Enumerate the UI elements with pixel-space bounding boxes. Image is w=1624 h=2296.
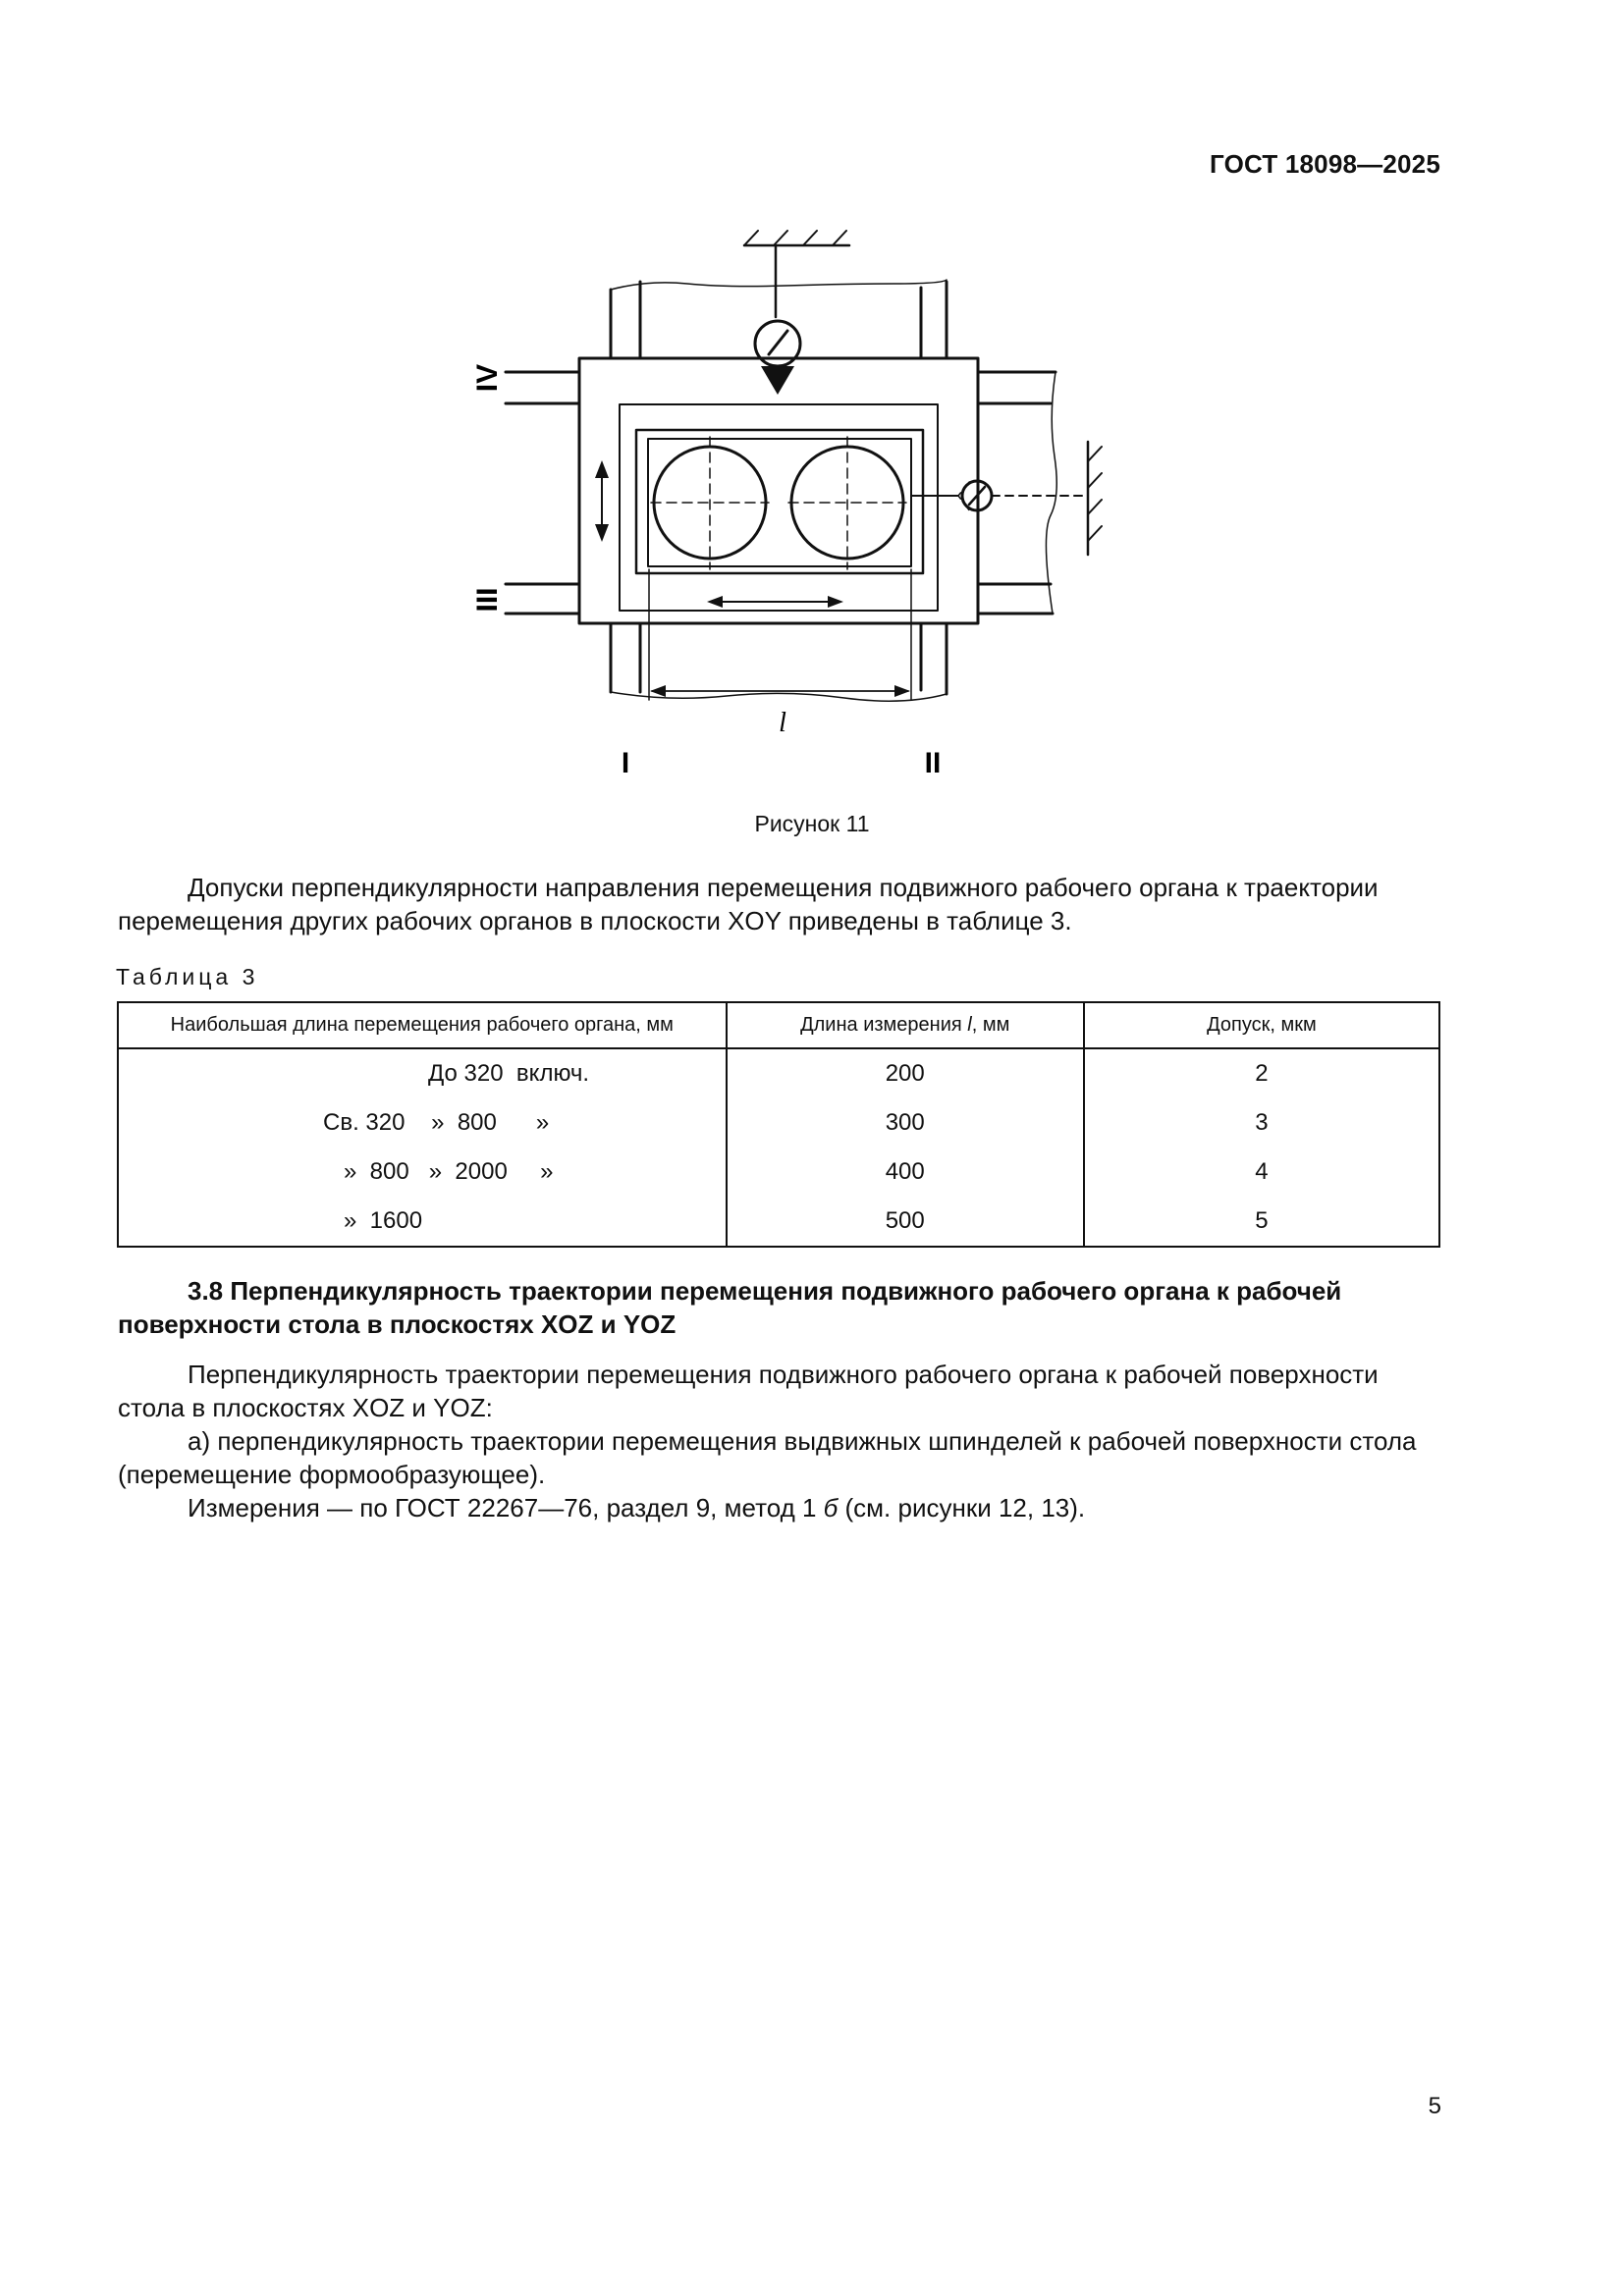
table-cell: » 1600 (118, 1197, 727, 1247)
table-row (118, 1197, 1439, 1247)
figure-11-diagram (432, 221, 1139, 790)
table-cell: До 320 включ. (118, 1048, 727, 1098)
table-cell: » 800 » 2000 » (118, 1148, 727, 1197)
table-header-cell: Наибольшая длина перемещения рабочего органа, мм (118, 1002, 727, 1048)
table-row (118, 1098, 1439, 1148)
label-l: l (779, 708, 786, 738)
table-caption: Таблица 3 (116, 964, 259, 989)
section-paragraph-1: Перпендикулярность траектории перемещения подвижного рабочего органа к рабочей поверхности стола в плоскостях XOZ и YOZ: (118, 1360, 1379, 1422)
label-iii: III (471, 587, 504, 613)
table-cell: 5 (1084, 1197, 1439, 1247)
table-cell: 500 (727, 1197, 1084, 1247)
label-iv: IV (471, 363, 504, 393)
table-cell: 300 (727, 1098, 1084, 1148)
table-cell: 200 (727, 1048, 1084, 1098)
table-row (118, 1048, 1439, 1098)
table-cell: 2 (1084, 1048, 1439, 1098)
table-header-row (118, 1002, 1439, 1048)
section-paragraph-2: а) перпендикулярность траектории перемещения выдвижных шпинделей к рабочей поверхности стола (перемещение формообразующее). (118, 1426, 1417, 1489)
section-heading-3-8: 3.8 Перпендикулярность траектории перемещения подвижного рабочего органа к рабочей поверхности стола в плоскостях XOZ и YOZ (118, 1276, 1342, 1339)
table-cell: 3 (1084, 1098, 1439, 1148)
paragraph-tolerances-intro: Допуски перпендикулярности направления перемещения подвижного рабочего органа к траектории перемещения других рабочих органов в плоскости XOY приведены в таблице 3. (118, 873, 1379, 935)
label-ii: II (924, 747, 942, 779)
table-cell: Св. 320 » 800 » (118, 1098, 727, 1148)
table-cell: 400 (727, 1148, 1084, 1197)
measurement-text: Измерения — по ГОСТ 22267—76, раздел 9, метод 1 (188, 1493, 824, 1522)
method-letter: б (823, 1493, 839, 1522)
table-row (118, 1148, 1439, 1197)
figure-caption: Рисунок 11 (754, 811, 870, 836)
document-header: ГОСТ 18098—2025 (1210, 149, 1440, 179)
table-header-cell: Длина измерения l, мм (727, 1002, 1084, 1048)
measurement-ref: (см. рисунки 12, 13). (838, 1493, 1086, 1522)
table-header-cell: Допуск, мкм (1084, 1002, 1439, 1048)
page-number: 5 (1428, 2093, 1441, 2119)
table-cell: 4 (1084, 1148, 1439, 1197)
table-3 (117, 1001, 1440, 1248)
label-i: I (621, 747, 630, 779)
section-paragraph-3 (118, 1491, 1440, 1524)
